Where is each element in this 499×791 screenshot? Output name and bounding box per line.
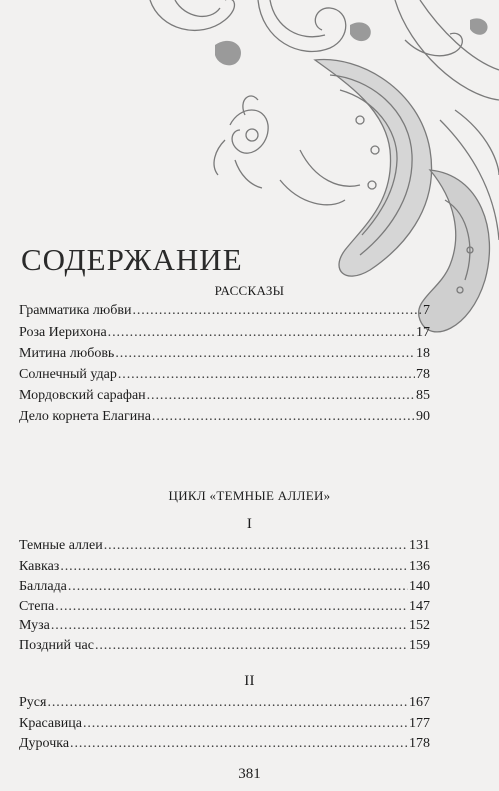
toc-entry <box>19 324 430 342</box>
dot-leader <box>104 537 408 555</box>
dot-leader <box>152 408 415 426</box>
entry-title: Руся <box>19 695 47 710</box>
entry-page: 90 <box>416 409 430 424</box>
dot-leader <box>47 694 408 712</box>
entry-title: Степа <box>19 599 55 614</box>
page-number: 381 <box>238 766 261 782</box>
entry-page: 136 <box>409 559 430 574</box>
toc-entry <box>19 387 430 405</box>
toc-entry <box>19 598 430 616</box>
toc-entry <box>19 366 430 384</box>
page-title: СОДЕРЖАНИЕ <box>21 242 243 277</box>
entry-page: 7 <box>423 303 430 318</box>
dot-leader <box>83 715 408 733</box>
toc-entry <box>19 715 430 733</box>
dot-leader <box>60 558 408 576</box>
section-heading-cycle: ЦИКЛ «ТЕМНЫЕ АЛЛЕИ» <box>168 488 331 503</box>
entry-title: Муза <box>19 618 50 633</box>
part-label-1: I <box>246 516 253 532</box>
entry-title: Поздний час <box>19 638 94 653</box>
entry-page: 18 <box>416 346 430 361</box>
dot-leader <box>115 345 415 363</box>
toc-entry <box>19 558 430 576</box>
toc-entry <box>19 694 430 712</box>
entry-title: Дурочка <box>19 736 70 751</box>
entry-title: Солнечный удар <box>19 367 117 382</box>
dot-leader <box>108 324 415 342</box>
toc-entry <box>19 617 430 635</box>
entry-page: 159 <box>409 638 430 653</box>
toc-entry <box>19 578 430 596</box>
entry-title: Дело корнета Елагина <box>19 409 151 424</box>
entry-page: 178 <box>409 736 430 751</box>
entry-page: 17 <box>416 325 430 340</box>
entry-page: 147 <box>409 599 430 614</box>
toc-entry <box>19 637 430 655</box>
dot-leader <box>147 387 415 405</box>
dot-leader <box>51 617 408 635</box>
dot-leader <box>133 302 423 320</box>
toc-entry <box>19 537 430 555</box>
entry-page: 140 <box>409 579 430 594</box>
toc-entry <box>19 345 430 363</box>
entry-title: Кавказ <box>19 559 60 574</box>
dot-leader <box>70 735 408 753</box>
dot-leader <box>118 366 415 384</box>
entry-page: 152 <box>409 618 430 633</box>
toc-entry <box>19 302 430 320</box>
entry-title: Красавица <box>19 716 82 731</box>
entry-title: Грамматика любви <box>19 303 132 318</box>
entry-page: 177 <box>409 716 430 731</box>
entry-page: 167 <box>409 695 430 710</box>
entry-title: Темные аллеи <box>19 538 103 553</box>
part-label-2: II <box>244 673 255 689</box>
toc-entry <box>19 408 430 426</box>
entry-title: Мордовский сарафан <box>19 388 146 403</box>
entry-page: 85 <box>416 388 430 403</box>
dot-leader <box>55 598 408 616</box>
section-heading-stories: РАССКАЗЫ <box>214 283 285 298</box>
dot-leader <box>95 637 408 655</box>
entry-page: 131 <box>409 538 430 553</box>
dot-leader <box>68 578 408 596</box>
entry-title: Баллада <box>19 579 67 594</box>
toc-entry <box>19 735 430 753</box>
entry-title: Роза Иерихона <box>19 325 107 340</box>
entry-title: Митина любовь <box>19 346 115 361</box>
entry-page: 78 <box>416 367 430 382</box>
